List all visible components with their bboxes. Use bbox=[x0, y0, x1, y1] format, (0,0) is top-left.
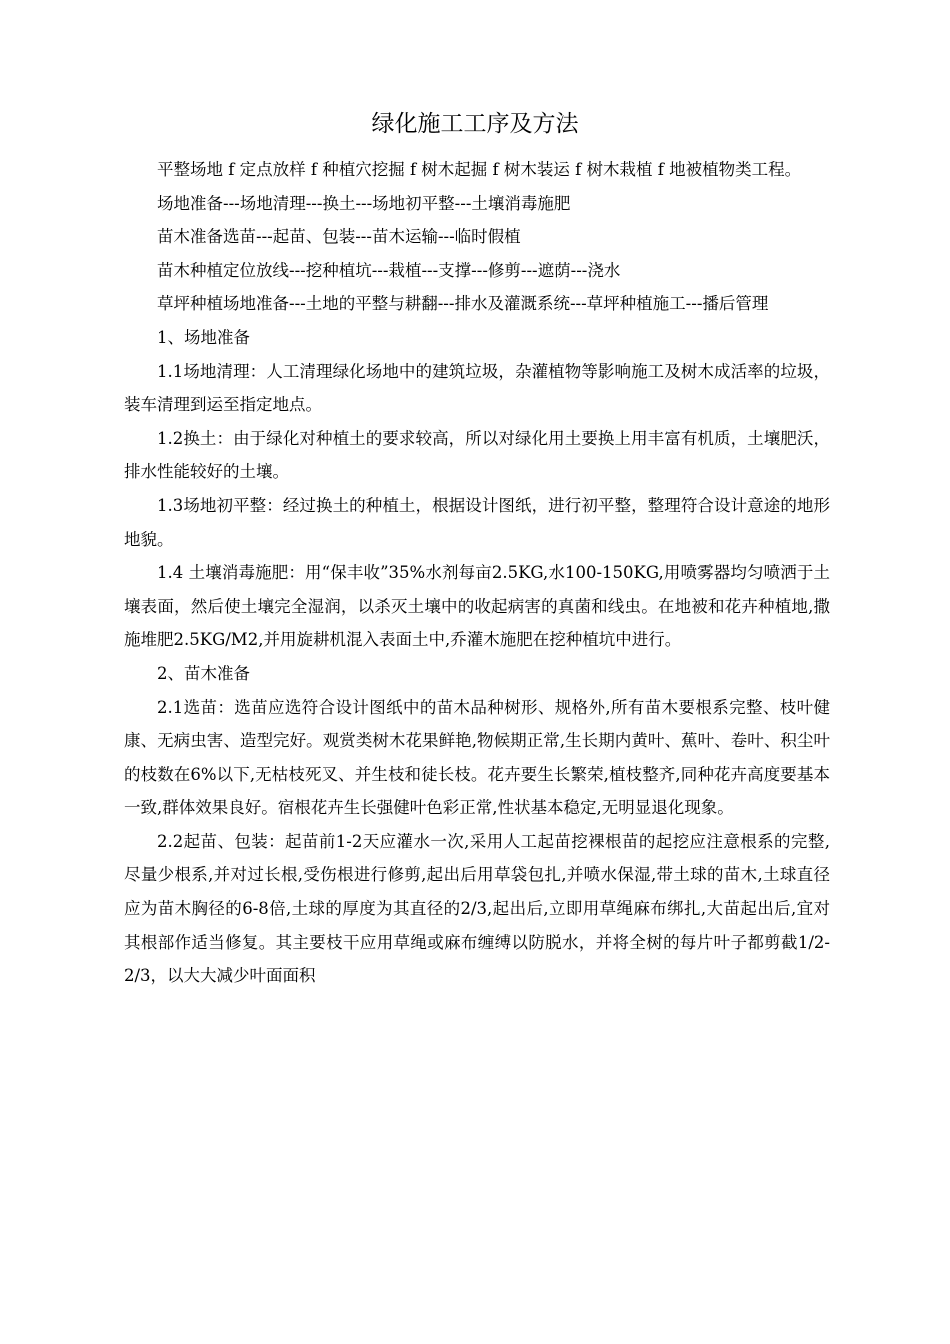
section-heading-1: 1、场地准备 bbox=[157, 327, 250, 347]
paragraph-seedling-prep-steps: 苗木准备选苗---起苗、包装---苗木运输---临时假植 bbox=[157, 227, 521, 247]
paragraph-site-prep-steps: 场地准备---场地清理---换土---场地初平整---土壤消毒施肥 bbox=[157, 193, 571, 213]
paragraph-1-1: 1.1场地清理：人工清理绿化场地中的建筑垃圾，杂灌植物等影响施工及树木成活率的垃圾，装车清理到运至指定地点。 bbox=[124, 361, 830, 415]
paragraph-planting-steps: 苗木种植定位放线---挖种植坑---栽植---支撑---修剪---遮荫---浇水 bbox=[157, 260, 621, 280]
paragraph-2-1: 2.1选苗：选苗应选符合设计图纸中的苗木品种树形、规格外,所有苗木要根系完整、枝叶健康、无病虫害、造型完好。观赏类树木花果鲜艳,物候期正常,生长期内黄叶、蕉叶、卷叶、积尘叶的枝数在6%以下,无枯枝死叉、并生枝和徒长枝。花卉要生长繁荣,植枝整齐,同种花卉高度要基本一致,群体效果良好。宿根花卉生长强健叶色彩正常,性状基本稳定,无明显退化现象。 bbox=[124, 697, 830, 818]
paragraph-overview: 平整场地 f 定点放样 f 种植穴挖掘 f 树木起掘 f 树木装运 f 树木栽植 f 地被植物类工程。 bbox=[157, 160, 802, 179]
section-heading-2: 2、苗木准备 bbox=[157, 663, 250, 683]
paragraph-1-2: 1.2换土：由于绿化对种植土的要求较高，所以对绿化用土要换上用丰富有机质，土壤肥沃，排水性能较好的土壤。 bbox=[124, 428, 830, 482]
document-title: 绿化施工工序及方法 bbox=[371, 111, 579, 137]
paragraph-1-4: 1.4 土壤消毒施肥：用“保丰收”35%水剂每亩2.5KG,水100-150KG,用喷雾器均匀喷洒于土壤表面，然后使土壤完全湿润，以杀灭土壤中的收起病害的真菌和线虫。在地被和花卉种植地,撒施堆肥2.5KG/M2,并用旋耕机混入表面土中,乔灌木施肥在挖种植坑中进行。 bbox=[124, 563, 830, 650]
document-body bbox=[124, 153, 830, 993]
paragraph-2-2: 2.2起苗、包装：起苗前1-2天应灌水一次,采用人工起苗挖裸根苗的起挖应注意根系的完整,尽量少根系,并对过长根,受伤根进行修剪,起出后用草袋包扎,并喷水保湿,带土球的苗木,土球直径应为苗木胸径的6-8倍,土球的厚度为其直径的2/3,起出后,立即用草绳麻布绑扎,大苗起出后,宜对其根部作适当修复。其主要枝干应用草绳或麻布缠缚以防脱水，并将全树的每片叶子都剪截1/2-2/3，以大大减少叶面面积 bbox=[124, 831, 830, 986]
paragraph-1-3: 1.3场地初平整：经过换土的种植土，根据设计图纸，进行初平整，整理符合设计意途的地形地貌。 bbox=[124, 495, 830, 549]
paragraph-lawn-steps: 草坪种植场地准备---土地的平整与耕翻---排水及灌溉系统---草坪种植施工---播后管理 bbox=[157, 294, 769, 314]
